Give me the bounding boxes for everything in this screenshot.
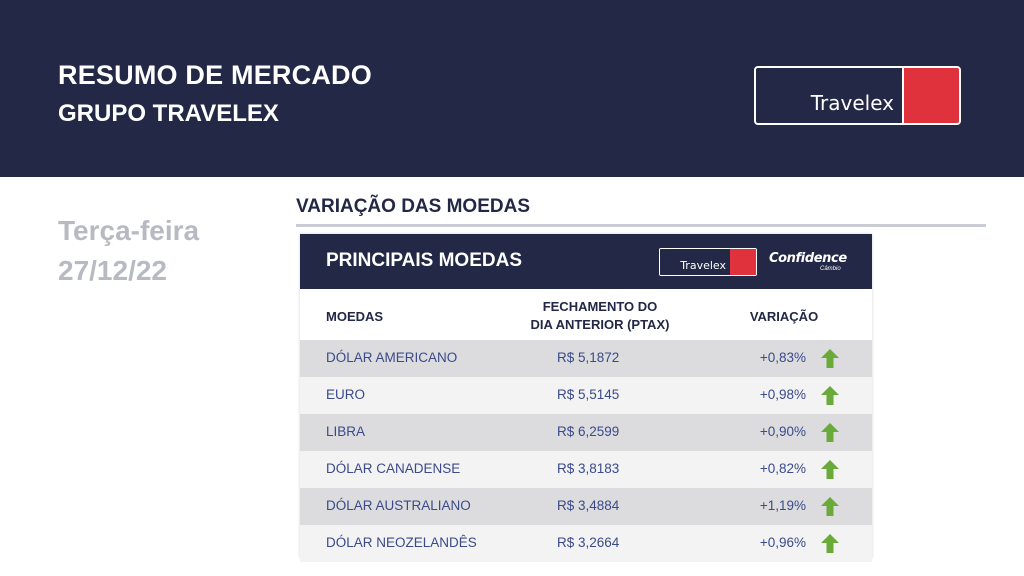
column-header-variacao: VARIAÇÃO bbox=[749, 309, 819, 324]
weekday-label: Terça-feira bbox=[58, 215, 200, 246]
column-header-fechamento bbox=[500, 298, 700, 334]
travelex-small-logo-red-block bbox=[730, 249, 756, 275]
currency-close: R$ 5,1872 bbox=[557, 350, 620, 365]
currency-close: R$ 3,4884 bbox=[557, 498, 620, 513]
currency-name: DÓLAR CANADENSE bbox=[326, 461, 461, 476]
currency-name: EURO bbox=[326, 387, 366, 402]
currency-close: R$ 3,8183 bbox=[557, 461, 620, 476]
date-label: 27/12/22 bbox=[58, 255, 167, 286]
currency-card bbox=[300, 234, 872, 558]
table-row bbox=[300, 525, 872, 562]
currency-variation: +0,96% bbox=[759, 535, 806, 550]
currency-name: DÓLAR NEOZELANDÊS bbox=[326, 535, 477, 550]
column-header-fechamento-line1: FECHAMENTO DO bbox=[542, 299, 658, 314]
arrow-up-icon bbox=[821, 349, 839, 368]
currency-variation: +1,19% bbox=[759, 498, 806, 513]
currency-name: DÓLAR AMERICANO bbox=[326, 350, 458, 365]
arrow-up-icon bbox=[821, 423, 839, 442]
currency-rows bbox=[300, 340, 872, 562]
table-row bbox=[300, 340, 872, 377]
travelex-small-logo bbox=[659, 248, 757, 276]
currency-variation: +0,82% bbox=[759, 461, 806, 476]
confidence-logo-sub: Câmbio bbox=[820, 266, 841, 272]
column-header-fechamento-line2: DIA ANTERIOR (PTAX) bbox=[530, 317, 670, 332]
arrow-up-icon bbox=[821, 460, 839, 479]
table-row bbox=[300, 488, 872, 525]
currency-variation: +0,83% bbox=[759, 350, 806, 365]
currency-close: R$ 6,2599 bbox=[557, 424, 620, 439]
currency-name: DÓLAR AUSTRALIANO bbox=[326, 498, 471, 513]
column-header-moedas: MOEDAS bbox=[326, 309, 384, 324]
currency-name: LIBRA bbox=[326, 424, 366, 439]
currency-variation: +0,98% bbox=[759, 387, 806, 402]
section-divider bbox=[296, 224, 986, 227]
travelex-logo-red-block bbox=[904, 68, 959, 123]
section-title: VARIAÇÃO DAS MOEDAS bbox=[296, 196, 530, 217]
page-title: RESUMO DE MERCADO bbox=[58, 60, 372, 90]
currency-close: R$ 3,2664 bbox=[557, 535, 620, 550]
card-header bbox=[300, 234, 872, 289]
travelex-logo-text: Travelex bbox=[810, 91, 894, 115]
travelex-small-logo-text: Travelex bbox=[680, 259, 726, 272]
table-row bbox=[300, 451, 872, 488]
arrow-up-icon bbox=[821, 497, 839, 516]
arrow-up-icon bbox=[821, 386, 839, 405]
currency-close: R$ 5,5145 bbox=[557, 387, 620, 402]
page-subtitle: GRUPO TRAVELEX bbox=[58, 100, 279, 127]
arrow-up-icon bbox=[821, 534, 839, 553]
travelex-logo bbox=[754, 66, 961, 125]
header-banner bbox=[0, 0, 1024, 177]
card-title: PRINCIPAIS MOEDAS bbox=[326, 250, 523, 271]
confidence-logo: Confidence bbox=[769, 251, 847, 266]
currency-variation: +0,90% bbox=[759, 424, 806, 439]
table-row bbox=[300, 377, 872, 414]
table-row bbox=[300, 414, 872, 451]
